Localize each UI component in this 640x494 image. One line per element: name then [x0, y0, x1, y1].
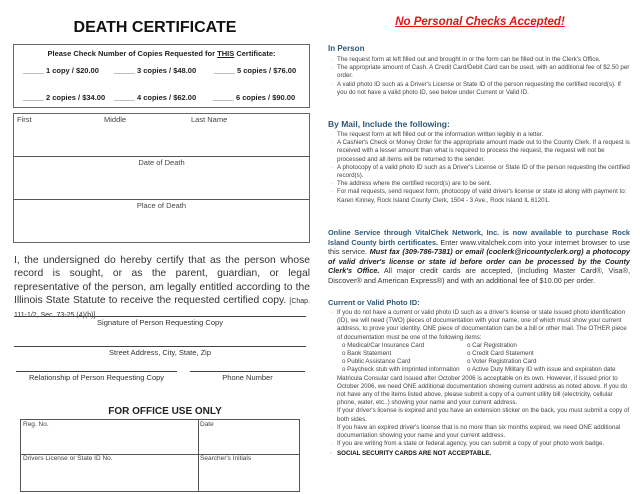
- certification-statement: [14, 254, 310, 322]
- list-item: · If your driver's license is expired and you have an extension sticker on the back, you must submit a copy of both sides.: [330, 407, 630, 423]
- address-label: Street Address, City, State, Zip: [109, 348, 211, 357]
- searcher-initials-label: Searcher's Initials: [200, 455, 252, 462]
- document-options: [330, 342, 630, 375]
- list-item: · Matricula Consular card Issued after October 2006 is acceptable on its own. However, if issued prior to October 2006, we need ONE additional documentation showing current address as noted above. If you do not have any of the items listed above, please submit a copy of a current utility bill (electricity, cellular phone, water, etc..) showing your name and your current address.: [330, 375, 630, 408]
- photo-id-list: [330, 309, 630, 459]
- office-use-title: FOR OFFICE USE ONLY: [108, 406, 222, 417]
- list-item: · If you have an expired driver's license that is no more than six months expired, we need ONE additional documentation showing your name and your current address.: [330, 424, 630, 440]
- place-of-death-field[interactable]: [14, 200, 309, 243]
- phone-label: Phone Number: [222, 373, 273, 382]
- doc-option: o Voter Registration Card: [467, 358, 537, 366]
- copies-header-this: THIS: [217, 49, 235, 58]
- date-of-death-field[interactable]: [14, 157, 309, 200]
- signature-line[interactable]: [14, 316, 306, 317]
- date-of-death-label: Date of Death: [138, 158, 185, 167]
- by-mail-heading: By Mail, Include the following:: [328, 119, 450, 129]
- relationship-line[interactable]: [16, 371, 177, 372]
- copy-option-1[interactable]: _____ 1 copy / $20.00: [23, 66, 99, 75]
- online-service-lead: Online Service through VitalChek Network, Inc. is now available to purchase Rock Island County birth certificates.: [328, 228, 630, 247]
- in-person-heading: In Person: [328, 44, 365, 53]
- list-item: · The address where the certified record(s) are to be sent.: [330, 180, 630, 188]
- statute-citation: [Chap. 111-1/2, Sec. 73-25 (4)(b)]: [14, 297, 310, 320]
- certification-text: I, the undersigned do hereby certify that as the person whose record is sought, or as the parent, guardian, or legal representative of the person, am legally entitled according to the Illinois State Statute to receive the requested certified copy.: [14, 255, 310, 306]
- middle-name-label: Middle: [104, 115, 127, 124]
- list-item: · The request form at left filled out and brought in or the form can be filled out in the Clerk's Office.: [330, 56, 630, 64]
- fax-email-requirement: Must fax (309-786-7381) or email (coclerk@ricountyclerk.org) a photocopy of valid driver's license or state id before order can be processed by the County Clerk's Office.: [328, 247, 630, 276]
- doc-option: o Public Assistance Card: [342, 358, 411, 366]
- list-item: · The request form at left filled out or the information written legibly in a letter.: [330, 131, 630, 139]
- no-personal-checks-notice: No Personal Checks Accepted!: [395, 16, 565, 28]
- by-mail-list: [330, 131, 630, 205]
- relationship-label: Relationship of Person Requesting Copy: [28, 373, 165, 382]
- doc-option: o Active Duty Military ID with issue and expiration date: [467, 366, 616, 374]
- office-date-label: Date: [200, 421, 214, 428]
- credit-card-text: All major credit cards are accepted, (including Master Card®, Visa®, Discover® and American Express®) and with an additional fee of $10.00 per order.: [328, 266, 630, 285]
- in-person-list: [330, 56, 630, 97]
- doc-option: o Bank Statement: [342, 350, 392, 358]
- license-id-label: Drivers License or State ID No.: [23, 455, 113, 462]
- reg-no-label: Reg. No.: [23, 421, 49, 428]
- list-item: · If you are writing from a state or federal agency, you can submit a copy of your photo work badge.: [330, 440, 630, 448]
- social-security-note: · SOCIAL SECURITY CARDS ARE NOT ACCEPTABLE.: [330, 450, 630, 458]
- copies-header-text: Please Check Number of Copies Requested for: [47, 49, 218, 58]
- list-item: · For mail requests, send request form, photocopy of valid driver's license or state id along with payment to: Karen Kinney, Rock Island County Clerk, 1504 - 3 Ave., Rock Island IL 61201.: [330, 188, 630, 204]
- signature-label: Signature of Person Requesting Copy: [97, 318, 223, 327]
- copies-box: [13, 44, 310, 108]
- list-item: · A valid photo ID such as a Driver's License or State ID of the person requesting the certified record(s). If you do not have a valid photo ID, see below under Current or Valid ID.: [330, 81, 630, 97]
- copies-header-end: Certificate:: [234, 49, 276, 58]
- list-item: · The appropriate amount of Cash. A Credit Card/Debit Card can be used, with an additional fee of $2.50 per order.: [330, 64, 630, 80]
- name-field[interactable]: [14, 114, 309, 157]
- copy-option-5[interactable]: _____ 5 copies / $76.00: [214, 66, 297, 75]
- copies-header: [14, 49, 309, 58]
- online-service-paragraph: [328, 228, 630, 286]
- copy-option-4[interactable]: _____ 4 copies / $62.00: [114, 93, 197, 102]
- first-name-label: First: [17, 115, 32, 124]
- doc-option: o Paycheck stub with imprinted information: [342, 366, 460, 374]
- list-item: · If you do not have a current or valid photo ID such as a driver's license or state issued photo identification (ID), we will need (TWO) pieces of documentation with your name, one of which must show your current address, to prove your identity. ONE piece of documentation can be a bill or other mail. The OTHER piece of documentation must be one of the following items:: [330, 309, 630, 342]
- decedent-info-box: [13, 113, 310, 243]
- form-title: DEATH CERTIFICATE: [73, 19, 237, 36]
- office-use-table: [20, 419, 300, 492]
- phone-line[interactable]: [190, 371, 305, 372]
- copy-option-3[interactable]: _____ 3 copies / $48.00: [114, 66, 197, 75]
- doc-option: o Car Registration: [467, 341, 517, 349]
- copy-option-6[interactable]: _____ 6 copies / $90.00: [213, 93, 296, 102]
- photo-id-heading: Current or Valid Photo ID:: [328, 298, 420, 307]
- online-service-text: Enter www.vitalchek.com into your internet browser to use this service.: [328, 237, 630, 257]
- last-name-label: Last Name: [191, 115, 228, 124]
- list-item: · A photocopy of a valid photo ID such as a Driver's License or State ID of the person requesting the certified record(s).: [330, 164, 630, 180]
- list-item: · A Cashier's Check or Money Order for the appropriate amount made out to the County Clerk. If a request is received with a lesser amount than what is required to process the request, the request will not be processed and all items will be returned to the sender.: [330, 139, 630, 164]
- address-line[interactable]: [14, 346, 306, 347]
- doc-option: o Medical/Car Insurance Card: [342, 341, 425, 349]
- copy-option-2[interactable]: _____ 2 copies / $34.00: [23, 93, 106, 102]
- doc-option: o Credit Card Statement: [467, 350, 534, 358]
- place-of-death-label: Place of Death: [136, 201, 187, 210]
